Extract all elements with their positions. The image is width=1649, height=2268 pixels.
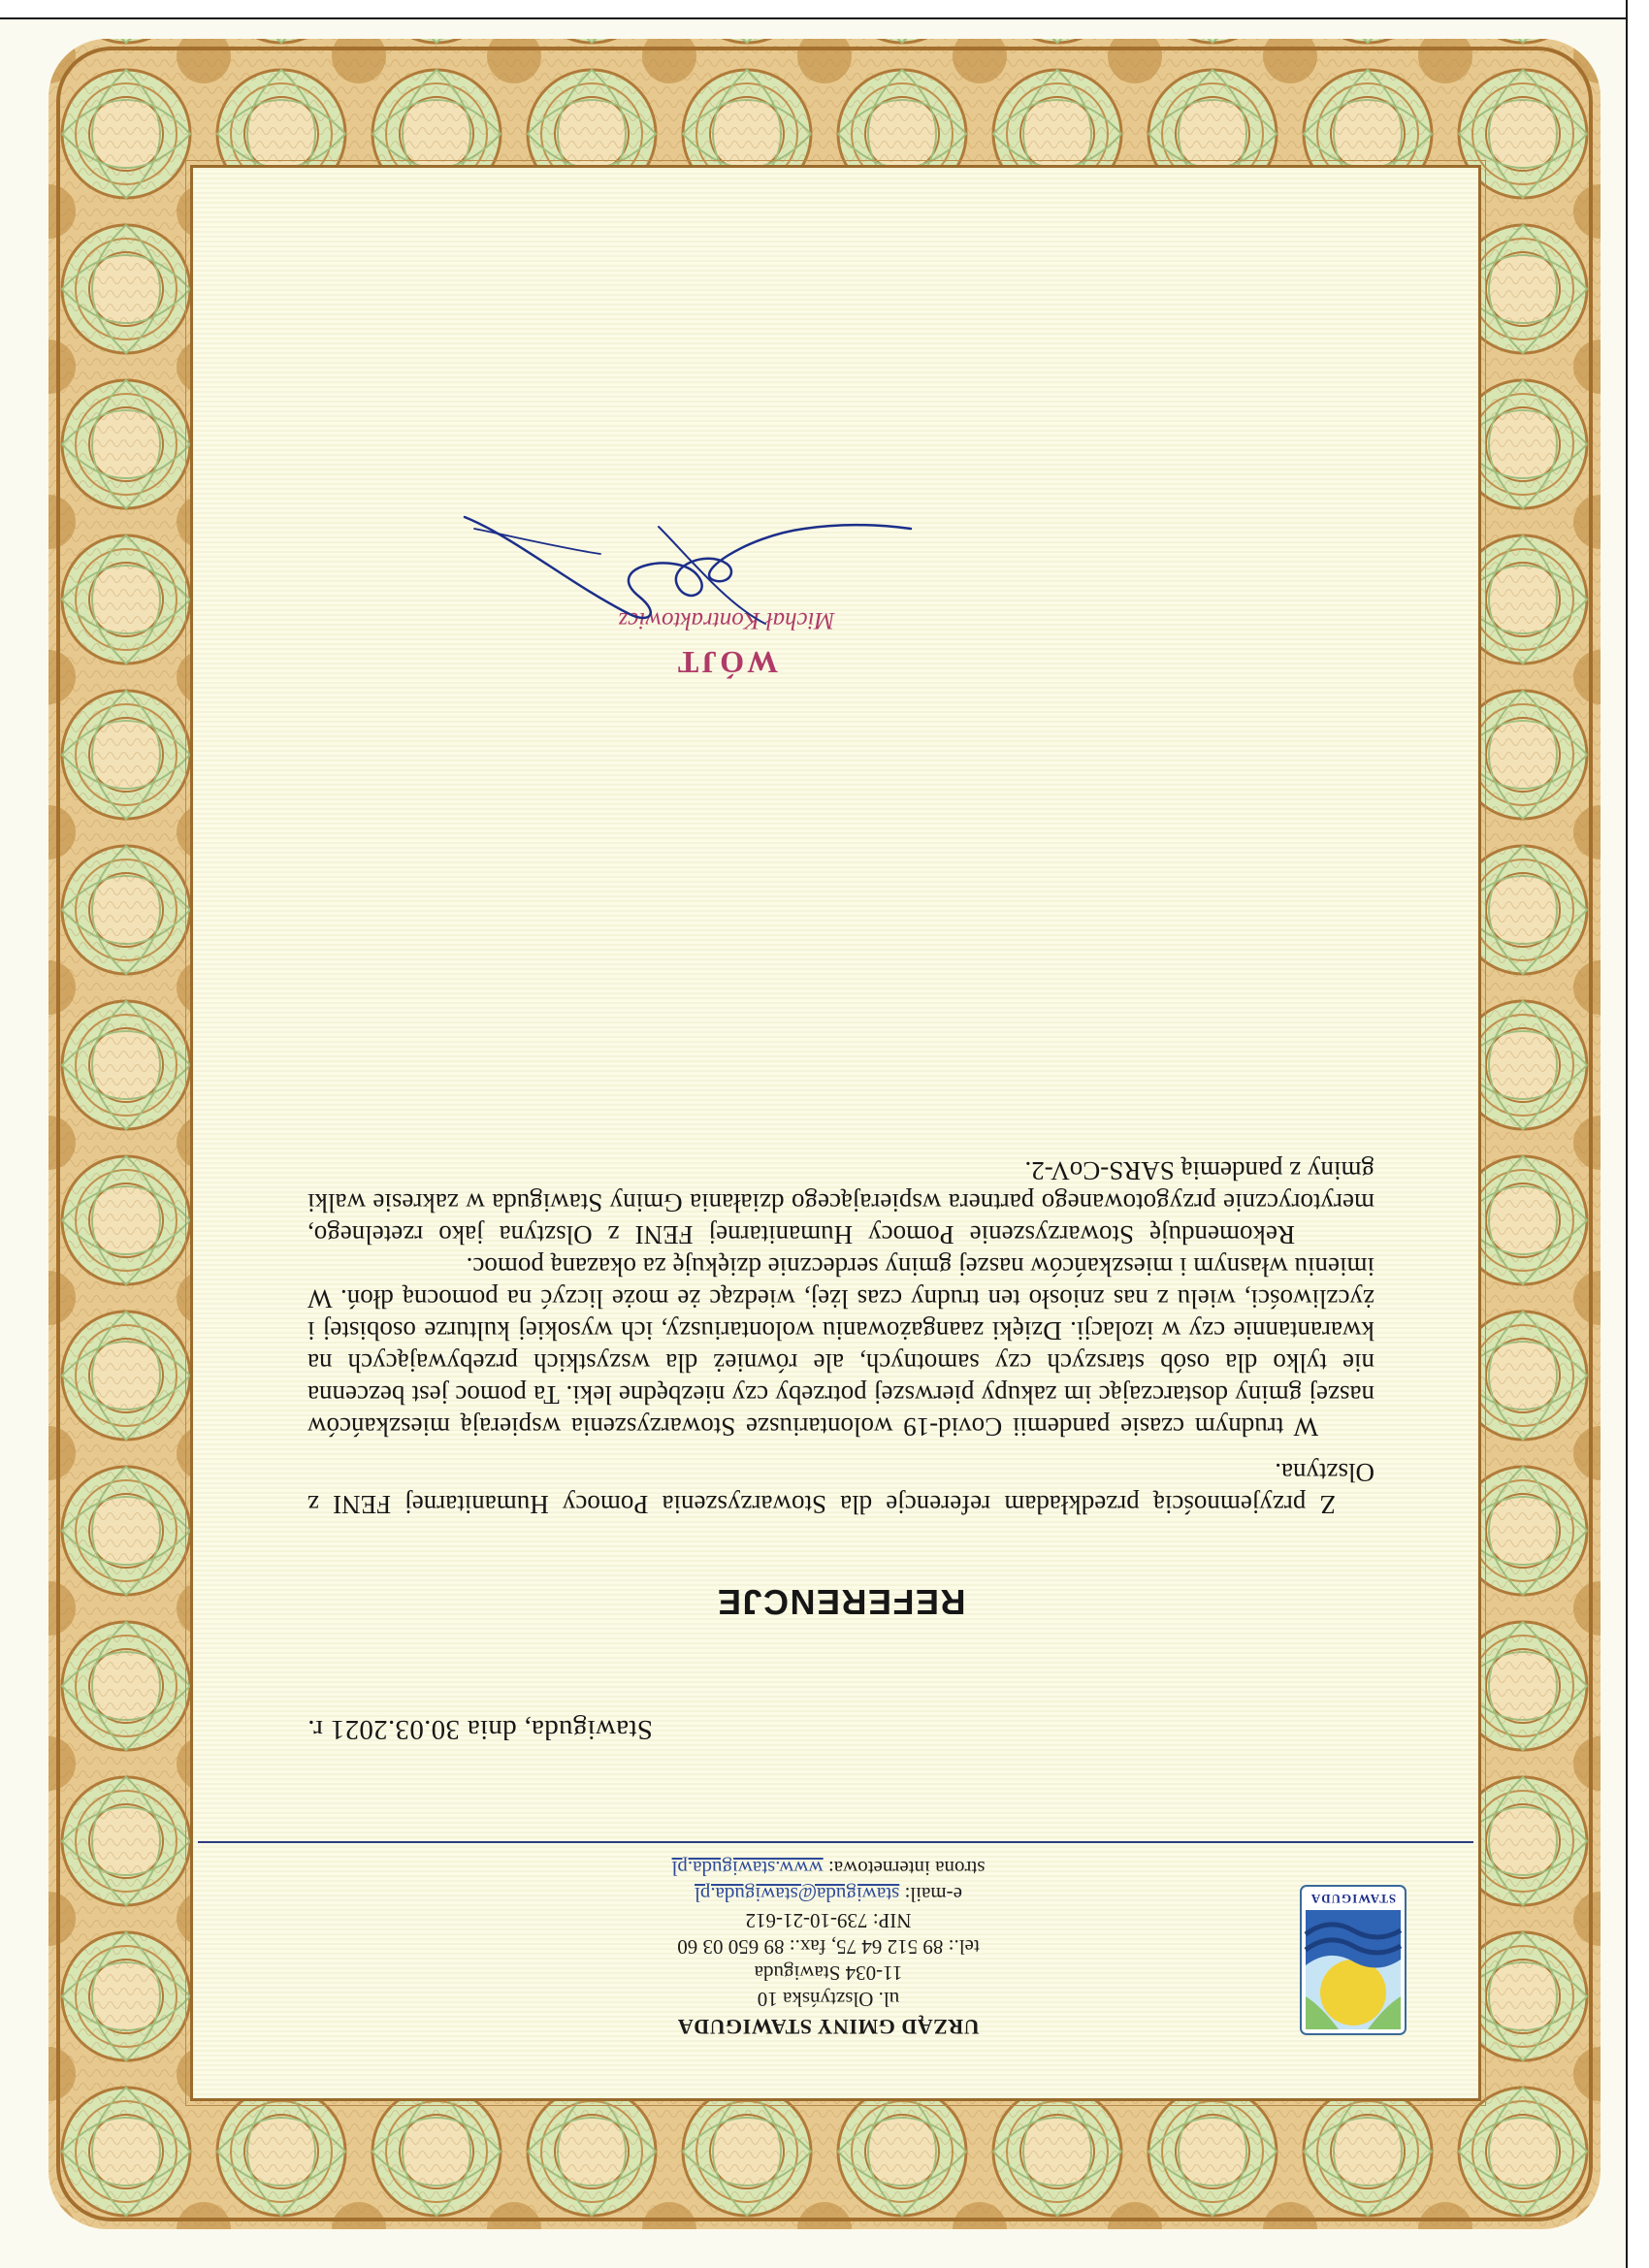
web-link[interactable]: www.stawiguda.pl xyxy=(671,1857,824,1880)
handwritten-signature xyxy=(445,498,921,643)
postal-code: 11-034 Stawiguda xyxy=(754,1961,903,1985)
stawiguda-logo xyxy=(1300,1885,1406,2035)
recommendation-paragraph: Rekomenduję Stowarzyszenie Pomocy Humanitarnej FENI z Olsztyna jako rzetelnego, merytorycznie przygotowanego partnera wspierającego działania Gminy Stawiguda w zakresie walki gminy z pandemią SARS-CoV-2. xyxy=(307,1156,1374,1249)
email-link[interactable]: stawiguda@stawiguda.pl xyxy=(695,1883,900,1906)
document-title: REFERENCJE xyxy=(716,1582,966,1622)
stamp-name: Michał Kontraktowicz xyxy=(618,607,835,633)
header-divider xyxy=(198,1841,1473,1843)
scan-edge-right xyxy=(1626,0,1649,2268)
web-label: strona internetowa: xyxy=(823,1857,986,1880)
email-line xyxy=(586,1881,1071,1907)
office-address xyxy=(586,1855,1071,2040)
logo-label: STAWIGUDA xyxy=(1310,1892,1397,1906)
office-name: URZĄD GMINY STAWIGUDA xyxy=(677,2015,980,2039)
place-date: Stawiguda, dnia 30.03.2021 r. xyxy=(307,1714,653,1745)
street: ul. Olsztyńska 10 xyxy=(757,1988,900,2011)
main-paragraph: W trudnym czasie pandemii Covid-19 wolontariusze Stowarzyszenia wspierają mieszkańców naszej gminy dostarczając im zakupy pierwszej potrzeby czy niezbędne leki. Ta pomoc jest bezcenna nie tylko dla osób starszych czy samotnych, ale również dla wszystkich przebywających na kwarantannie czy w izolacji. Dzięki zaangażowaniu wolontariuszy, ich wysokiej kulturze osobistej i życzliwości, wielu z nas zniosło ten trudny czas lżej, wiedząc że może liczyć na pomocną dłoń. W imieniu własnym i mieszkańców naszej gminy serdecznie dziękuję za okazaną pomoc. xyxy=(307,1252,1374,1442)
email-label: e-mail: xyxy=(899,1883,962,1906)
web-line xyxy=(586,1855,1071,1881)
letter-panel xyxy=(190,165,1481,2101)
letterhead xyxy=(193,1817,1478,2098)
letter-body xyxy=(307,1154,1374,1807)
scan-edge-top xyxy=(0,0,1649,19)
phone-fax: tel.: 89 512 64 75, fax.: 89 650 03 60 xyxy=(677,1935,980,1959)
nip: NIP: 739-10-21-612 xyxy=(745,1909,912,1932)
intro-paragraph: Z przyjemnością przedkładam referencje dla Stowarzyszenia Pomocy Humanitarnej FENI z Olsztyna. xyxy=(307,1458,1374,1519)
stamp-role: WÓJT xyxy=(674,645,779,680)
